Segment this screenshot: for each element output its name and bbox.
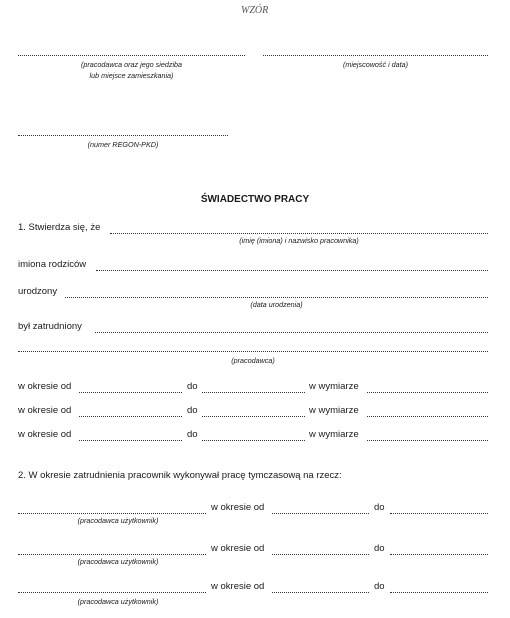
place-date-caption: (miejscowość i data) — [342, 60, 409, 69]
wzor-mark: WZÓR — [241, 5, 269, 16]
period-row-1-to-label: do — [187, 381, 198, 392]
temp-row-3-employer-field[interactable] — [18, 592, 206, 593]
temp-row-3-from-label: w okresie od — [211, 581, 265, 592]
temp-row-3-from-field[interactable] — [272, 592, 369, 593]
period-row-2-to-label: do — [187, 405, 198, 416]
born-label: urodzony — [18, 286, 58, 297]
temp-row-1-caption: (pracodawca użytkownik) — [77, 516, 159, 525]
period-row-1-to-field[interactable] — [202, 392, 305, 393]
temp-row-2-caption: (pracodawca użytkownik) — [77, 557, 159, 566]
period-row-2-from-field[interactable] — [79, 416, 182, 417]
period-row-3-from-field[interactable] — [79, 440, 182, 441]
employee-name-caption: (imię (imiona) i nazwisko pracownika) — [239, 236, 359, 245]
period-row-1-scope-label: w wymiarze — [309, 381, 359, 392]
period-row-3-from-label: w okresie od — [18, 429, 72, 440]
period-row-3-scope-label: w wymiarze — [309, 429, 359, 440]
period-row-2-from-label: w okresie od — [18, 405, 72, 416]
temp-row-2-to-field[interactable] — [390, 554, 488, 555]
employer-caption-line1: (pracodawca oraz jego siedziba — [80, 60, 183, 69]
period-row-2-scope-label: w wymiarze — [309, 405, 359, 416]
birth-date-field[interactable] — [65, 297, 488, 298]
temp-row-1-employer-field[interactable] — [18, 513, 206, 514]
parents-field[interactable] — [96, 270, 488, 271]
employer-name-caption: (pracodawca) — [231, 356, 275, 365]
employer-caption-line2: lub miejsce zamieszkania) — [89, 71, 174, 80]
period-row-2-scope-field[interactable] — [367, 416, 488, 417]
employee-name-field[interactable] — [110, 233, 488, 234]
place-date-field[interactable] — [263, 55, 488, 56]
period-row-3-to-field[interactable] — [202, 440, 305, 441]
document-title: ŚWIADECTWO PRACY — [200, 194, 310, 205]
temp-row-1-to-label: do — [374, 502, 385, 513]
period-row-1-from-label: w okresie od — [18, 381, 72, 392]
temp-row-2-employer-field[interactable] — [18, 554, 206, 555]
regon-caption: (numer REGON-PKD) — [87, 140, 159, 149]
temp-row-2-from-field[interactable] — [272, 554, 369, 555]
temp-row-3-to-field[interactable] — [390, 592, 488, 593]
temp-row-2-to-label: do — [374, 543, 385, 554]
employed-field[interactable] — [95, 332, 488, 333]
employer-field[interactable] — [18, 55, 245, 56]
parents-label: imiona rodziców — [18, 259, 87, 270]
temp-row-2-from-label: w okresie od — [211, 543, 265, 554]
employer-name-field[interactable] — [18, 351, 488, 352]
regon-field[interactable] — [18, 135, 228, 136]
temp-row-3-caption: (pracodawca użytkownik) — [77, 597, 159, 606]
birth-date-caption: (data urodzenia) — [250, 300, 303, 309]
period-row-2-to-field[interactable] — [202, 416, 305, 417]
temp-row-1-from-label: w okresie od — [211, 502, 265, 513]
section2-intro: 2. W okresie zatrudnienia pracownik wykonywał pracę tymczasową na rzecz: — [18, 470, 342, 481]
period-row-1-scope-field[interactable] — [367, 392, 488, 393]
period-row-3-to-label: do — [187, 429, 198, 440]
period-row-1-from-field[interactable] — [79, 392, 182, 393]
temp-row-1-from-field[interactable] — [272, 513, 369, 514]
period-row-3-scope-field[interactable] — [367, 440, 488, 441]
temp-row-3-to-label: do — [374, 581, 385, 592]
employed-label: był zatrudniony — [18, 321, 82, 332]
section1-intro: 1. Stwierdza się, że — [18, 222, 101, 233]
temp-row-1-to-field[interactable] — [390, 513, 488, 514]
